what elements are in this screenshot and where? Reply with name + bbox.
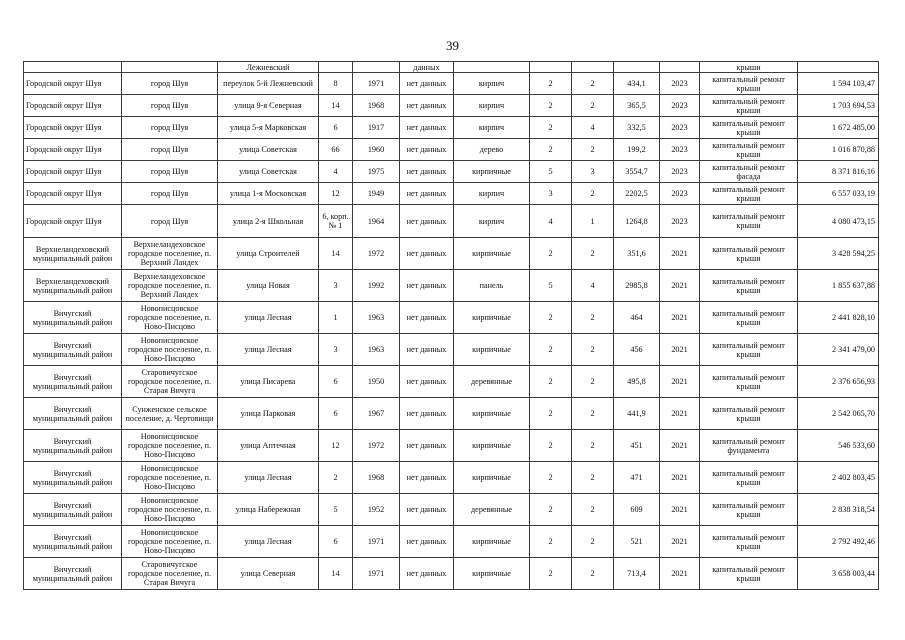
- table-row: [24, 270, 879, 302]
- table-row: [24, 238, 879, 270]
- table-row: [24, 494, 879, 526]
- municipality-cell: Вичугский муниципальный район: [24, 430, 122, 462]
- municipality-cell: Городской округ Шуя: [24, 139, 122, 161]
- commissioning-cell: нет данных: [400, 238, 454, 270]
- construction-year-cell: 1963: [353, 302, 400, 334]
- construction-year-cell: 1967: [353, 398, 400, 430]
- floors-cell: 2: [530, 526, 572, 558]
- settlement-cell: город Шуя: [122, 117, 218, 139]
- settlement-cell: Новописцовское городское поселение, п. Ново-Писцово: [122, 462, 218, 494]
- municipality-cell: Городской округ Шуя: [24, 183, 122, 205]
- house-number-cell: 66: [319, 139, 353, 161]
- commissioning-cell: нет данных: [400, 398, 454, 430]
- street-cell: улица Советская: [218, 139, 319, 161]
- work-type-cell: капитальный ремонт крыши: [700, 95, 798, 117]
- table-row: [24, 117, 879, 139]
- year-cell: 2023: [660, 95, 700, 117]
- commissioning-cell: нет данных: [400, 302, 454, 334]
- floors-cell: 2: [530, 334, 572, 366]
- entrances-cell: 2: [572, 558, 614, 590]
- cost-cell: 3 428 594,25: [798, 238, 879, 270]
- year-cell: 2021: [660, 302, 700, 334]
- cost-cell: [798, 62, 879, 73]
- commissioning-cell: нет данных: [400, 430, 454, 462]
- cost-cell: 2 341 479,00: [798, 334, 879, 366]
- house-number-cell: 8: [319, 73, 353, 95]
- cost-cell: 4 080 473,15: [798, 205, 879, 238]
- street-cell: Лежневский: [218, 62, 319, 73]
- construction-year-cell: 1972: [353, 238, 400, 270]
- table-row: [24, 398, 879, 430]
- year-cell: 2023: [660, 205, 700, 238]
- construction-year-cell: 1971: [353, 526, 400, 558]
- street-cell: улица Писарева: [218, 366, 319, 398]
- work-type-cell: капитальный ремонт крыши: [700, 558, 798, 590]
- entrances-cell: 2: [572, 366, 614, 398]
- area-cell: 451: [614, 430, 660, 462]
- settlement-cell: Верхнеландеховское городское поселение, п. Верхний Ландех: [122, 270, 218, 302]
- entrances-cell: [572, 62, 614, 73]
- house-number-cell: 14: [319, 558, 353, 590]
- settlement-cell: город Шуя: [122, 161, 218, 183]
- area-cell: 434,1: [614, 73, 660, 95]
- street-cell: улица Советская: [218, 161, 319, 183]
- house-number-cell: 14: [319, 238, 353, 270]
- year-cell: 2023: [660, 161, 700, 183]
- work-type-cell: капитальный ремонт крыши: [700, 270, 798, 302]
- entrances-cell: 2: [572, 183, 614, 205]
- work-type-cell: капитальный ремонт крыши: [700, 139, 798, 161]
- work-type-cell: крыши: [700, 62, 798, 73]
- work-type-cell: капитальный ремонт крыши: [700, 117, 798, 139]
- wall-material-cell: кирпичные: [454, 526, 530, 558]
- table-row: [24, 526, 879, 558]
- wall-material-cell: кирпичные: [454, 430, 530, 462]
- table-row: [24, 302, 879, 334]
- construction-year-cell: 1917: [353, 117, 400, 139]
- street-cell: улица Новая: [218, 270, 319, 302]
- wall-material-cell: панель: [454, 270, 530, 302]
- entrances-cell: 1: [572, 205, 614, 238]
- floors-cell: 2: [530, 238, 572, 270]
- table-row: [24, 73, 879, 95]
- area-cell: 351,6: [614, 238, 660, 270]
- house-number-cell: 6: [319, 526, 353, 558]
- construction-year-cell: 1950: [353, 366, 400, 398]
- wall-material-cell: кирпич: [454, 73, 530, 95]
- municipality-cell: Верхнеландеховский муниципальный район: [24, 238, 122, 270]
- year-cell: 2021: [660, 238, 700, 270]
- year-cell: 2021: [660, 558, 700, 590]
- construction-year-cell: 1971: [353, 73, 400, 95]
- floors-cell: 2: [530, 139, 572, 161]
- floors-cell: 5: [530, 270, 572, 302]
- commissioning-cell: нет данных: [400, 95, 454, 117]
- municipality-cell: Вичугский муниципальный район: [24, 462, 122, 494]
- commissioning-cell: нет данных: [400, 558, 454, 590]
- house-number-cell: 4: [319, 161, 353, 183]
- work-type-cell: капитальный ремонт фасада: [700, 161, 798, 183]
- area-cell: 464: [614, 302, 660, 334]
- floors-cell: 2: [530, 302, 572, 334]
- settlement-cell: город Шуя: [122, 139, 218, 161]
- area-cell: 521: [614, 526, 660, 558]
- area-cell: 495,8: [614, 366, 660, 398]
- commissioning-cell: данных: [400, 62, 454, 73]
- table-row: [24, 95, 879, 117]
- municipality-cell: Городской округ Шуя: [24, 205, 122, 238]
- cost-cell: 2 542 065,70: [798, 398, 879, 430]
- commissioning-cell: нет данных: [400, 139, 454, 161]
- area-cell: 441,9: [614, 398, 660, 430]
- commissioning-cell: нет данных: [400, 117, 454, 139]
- wall-material-cell: кирпичные: [454, 334, 530, 366]
- year-cell: 2021: [660, 334, 700, 366]
- area-cell: 609: [614, 494, 660, 526]
- commissioning-cell: нет данных: [400, 183, 454, 205]
- settlement-cell: город Шуя: [122, 205, 218, 238]
- cost-cell: 1 855 637,88: [798, 270, 879, 302]
- settlement-cell: Новописцовское городское поселение, п. Ново-Писцово: [122, 302, 218, 334]
- year-cell: 2021: [660, 526, 700, 558]
- cost-cell: 2 376 656,93: [798, 366, 879, 398]
- settlement-cell: Новописцовское городское поселение, п. Ново-Писцово: [122, 334, 218, 366]
- house-number-cell: 6: [319, 117, 353, 139]
- wall-material-cell: [454, 62, 530, 73]
- area-cell: 3554,7: [614, 161, 660, 183]
- house-number-cell: 5: [319, 494, 353, 526]
- municipality-cell: Городской округ Шуя: [24, 95, 122, 117]
- house-number-cell: [319, 62, 353, 73]
- page-number: 39: [446, 38, 459, 53]
- cost-cell: 3 658 003,44: [798, 558, 879, 590]
- house-number-cell: 14: [319, 95, 353, 117]
- floors-cell: 2: [530, 73, 572, 95]
- area-cell: 713,4: [614, 558, 660, 590]
- work-type-cell: капитальный ремонт крыши: [700, 302, 798, 334]
- house-number-cell: 12: [319, 183, 353, 205]
- floors-cell: 2: [530, 366, 572, 398]
- entrances-cell: 2: [572, 73, 614, 95]
- year-cell: 2023: [660, 73, 700, 95]
- work-type-cell: капитальный ремонт крыши: [700, 183, 798, 205]
- commissioning-cell: нет данных: [400, 161, 454, 183]
- entrances-cell: 2: [572, 430, 614, 462]
- year-cell: [660, 62, 700, 73]
- year-cell: 2021: [660, 430, 700, 462]
- municipality-cell: Вичугский муниципальный район: [24, 398, 122, 430]
- construction-year-cell: 1949: [353, 183, 400, 205]
- commissioning-cell: нет данных: [400, 526, 454, 558]
- street-cell: улица Аптечная: [218, 430, 319, 462]
- area-cell: 1264,8: [614, 205, 660, 238]
- work-type-cell: капитальный ремонт крыши: [700, 366, 798, 398]
- street-cell: улица Лесная: [218, 334, 319, 366]
- construction-year-cell: 1968: [353, 462, 400, 494]
- municipality-cell: Городской округ Шуя: [24, 73, 122, 95]
- table-body: [24, 62, 879, 590]
- cost-cell: 6 557 033,19: [798, 183, 879, 205]
- floors-cell: 4: [530, 205, 572, 238]
- street-cell: улица Набережная: [218, 494, 319, 526]
- municipality-cell: Городской округ Шуя: [24, 117, 122, 139]
- street-cell: улица Лесная: [218, 526, 319, 558]
- commissioning-cell: нет данных: [400, 494, 454, 526]
- table-row: [24, 558, 879, 590]
- house-number-cell: 3: [319, 334, 353, 366]
- entrances-cell: 2: [572, 302, 614, 334]
- entrances-cell: 4: [572, 270, 614, 302]
- commissioning-cell: нет данных: [400, 205, 454, 238]
- floors-cell: 5: [530, 161, 572, 183]
- street-cell: улица Парковая: [218, 398, 319, 430]
- area-cell: 471: [614, 462, 660, 494]
- street-cell: улица 9-я Северная: [218, 95, 319, 117]
- street-cell: улица 5-я Марковская: [218, 117, 319, 139]
- construction-year-cell: 1975: [353, 161, 400, 183]
- work-type-cell: капитальный ремонт крыши: [700, 73, 798, 95]
- cost-cell: 8 371 816,16: [798, 161, 879, 183]
- street-cell: улица Строителей: [218, 238, 319, 270]
- construction-year-cell: [353, 62, 400, 73]
- entrances-cell: 2: [572, 95, 614, 117]
- table-row: [24, 205, 879, 238]
- table-row: [24, 366, 879, 398]
- cost-cell: 2 838 318,54: [798, 494, 879, 526]
- year-cell: 2021: [660, 270, 700, 302]
- settlement-cell: Сунженское сельское поселение, д. Чертовищи: [122, 398, 218, 430]
- table-row: [24, 139, 879, 161]
- area-cell: 332,5: [614, 117, 660, 139]
- commissioning-cell: нет данных: [400, 462, 454, 494]
- table-row: [24, 334, 879, 366]
- cost-cell: 546 533,60: [798, 430, 879, 462]
- municipality-cell: Городской округ Шуя: [24, 161, 122, 183]
- municipality-cell: [24, 62, 122, 73]
- settlement-cell: [122, 62, 218, 73]
- street-cell: улица Северная: [218, 558, 319, 590]
- cost-cell: 1 672 485,00: [798, 117, 879, 139]
- entrances-cell: 3: [572, 161, 614, 183]
- wall-material-cell: кирпичные: [454, 302, 530, 334]
- municipality-cell: Вичугский муниципальный район: [24, 366, 122, 398]
- entrances-cell: 2: [572, 139, 614, 161]
- floors-cell: 2: [530, 558, 572, 590]
- floors-cell: 3: [530, 183, 572, 205]
- wall-material-cell: кирпичные: [454, 462, 530, 494]
- cost-cell: 2 792 492,46: [798, 526, 879, 558]
- construction-year-cell: 1971: [353, 558, 400, 590]
- floors-cell: 2: [530, 398, 572, 430]
- floors-cell: 2: [530, 117, 572, 139]
- municipality-cell: Вичугский муниципальный район: [24, 334, 122, 366]
- work-type-cell: капитальный ремонт крыши: [700, 238, 798, 270]
- construction-year-cell: 1960: [353, 139, 400, 161]
- house-number-cell: 2: [319, 462, 353, 494]
- construction-year-cell: 1963: [353, 334, 400, 366]
- construction-year-cell: 1964: [353, 205, 400, 238]
- street-cell: улица 2-я Школьная: [218, 205, 319, 238]
- year-cell: 2021: [660, 462, 700, 494]
- house-number-cell: 3: [319, 270, 353, 302]
- construction-year-cell: 1968: [353, 95, 400, 117]
- floors-cell: 2: [530, 430, 572, 462]
- cost-cell: 1 594 103,47: [798, 73, 879, 95]
- wall-material-cell: кирпич: [454, 205, 530, 238]
- area-cell: 2985,8: [614, 270, 660, 302]
- house-number-cell: 12: [319, 430, 353, 462]
- municipality-cell: Вичугский муниципальный район: [24, 558, 122, 590]
- house-number-cell: 1: [319, 302, 353, 334]
- settlement-cell: Новописцовское городское поселение, п. Ново-Писцово: [122, 430, 218, 462]
- year-cell: 2023: [660, 139, 700, 161]
- work-type-cell: капитальный ремонт крыши: [700, 526, 798, 558]
- settlement-cell: город Шуя: [122, 95, 218, 117]
- work-type-cell: капитальный ремонт фундамента: [700, 430, 798, 462]
- wall-material-cell: деревянные: [454, 366, 530, 398]
- table-row: [24, 462, 879, 494]
- wall-material-cell: кирпичные: [454, 238, 530, 270]
- municipality-cell: Верхнеландеховский муниципальный район: [24, 270, 122, 302]
- wall-material-cell: кирпичные: [454, 558, 530, 590]
- table-row: [24, 183, 879, 205]
- house-number-cell: 6, корп. № 1: [319, 205, 353, 238]
- municipality-cell: Вичугский муниципальный район: [24, 494, 122, 526]
- floors-cell: 2: [530, 95, 572, 117]
- year-cell: 2021: [660, 398, 700, 430]
- floors-cell: [530, 62, 572, 73]
- year-cell: 2021: [660, 366, 700, 398]
- entrances-cell: 2: [572, 334, 614, 366]
- commissioning-cell: нет данных: [400, 270, 454, 302]
- house-number-cell: 6: [319, 398, 353, 430]
- year-cell: 2023: [660, 117, 700, 139]
- cost-cell: 2 441 828,10: [798, 302, 879, 334]
- cost-cell: 1 703 694,53: [798, 95, 879, 117]
- work-type-cell: капитальный ремонт крыши: [700, 205, 798, 238]
- settlement-cell: Старовичугское городское поселение, п. Старая Вичуга: [122, 366, 218, 398]
- area-cell: 2202,5: [614, 183, 660, 205]
- work-type-cell: капитальный ремонт крыши: [700, 494, 798, 526]
- floors-cell: 2: [530, 494, 572, 526]
- work-type-cell: капитальный ремонт крыши: [700, 334, 798, 366]
- street-cell: улица Лесная: [218, 302, 319, 334]
- settlement-cell: Новописцовское городское поселение, п. Ново-Писцово: [122, 526, 218, 558]
- street-cell: переулок 5-й Лежневский: [218, 73, 319, 95]
- year-cell: 2021: [660, 494, 700, 526]
- wall-material-cell: кирпичные: [454, 398, 530, 430]
- area-cell: 365,5: [614, 95, 660, 117]
- entrances-cell: 2: [572, 494, 614, 526]
- cost-cell: 2 402 803,45: [798, 462, 879, 494]
- commissioning-cell: нет данных: [400, 366, 454, 398]
- construction-year-cell: 1952: [353, 494, 400, 526]
- wall-material-cell: деревянные: [454, 494, 530, 526]
- settlement-cell: Верхнеландеховское городское поселение, п. Верхний Ландех: [122, 238, 218, 270]
- housing-repair-table: [23, 61, 879, 590]
- wall-material-cell: кирпичные: [454, 161, 530, 183]
- street-cell: улица Лесная: [218, 462, 319, 494]
- area-cell: 456: [614, 334, 660, 366]
- wall-material-cell: кирпич: [454, 183, 530, 205]
- municipality-cell: Вичугский муниципальный район: [24, 526, 122, 558]
- settlement-cell: город Шуя: [122, 73, 218, 95]
- wall-material-cell: кирпич: [454, 95, 530, 117]
- construction-year-cell: 1992: [353, 270, 400, 302]
- municipality-cell: Вичугский муниципальный район: [24, 302, 122, 334]
- table-row-continued: [24, 62, 879, 73]
- construction-year-cell: 1972: [353, 430, 400, 462]
- entrances-cell: 2: [572, 238, 614, 270]
- settlement-cell: Новописцовское городское поселение, п. Ново-Писцово: [122, 494, 218, 526]
- area-cell: [614, 62, 660, 73]
- work-type-cell: капитальный ремонт крыши: [700, 462, 798, 494]
- floors-cell: 2: [530, 462, 572, 494]
- wall-material-cell: дерево: [454, 139, 530, 161]
- settlement-cell: Старовичугское городское поселение, п. Старая Вичуга: [122, 558, 218, 590]
- work-type-cell: капитальный ремонт крыши: [700, 398, 798, 430]
- house-number-cell: 6: [319, 366, 353, 398]
- entrances-cell: 2: [572, 462, 614, 494]
- commissioning-cell: нет данных: [400, 334, 454, 366]
- table-row: [24, 161, 879, 183]
- entrances-cell: 4: [572, 117, 614, 139]
- table-row: [24, 430, 879, 462]
- wall-material-cell: кирпич: [454, 117, 530, 139]
- area-cell: 199,2: [614, 139, 660, 161]
- year-cell: 2023: [660, 183, 700, 205]
- street-cell: улица 1-я Московская: [218, 183, 319, 205]
- commissioning-cell: нет данных: [400, 73, 454, 95]
- entrances-cell: 2: [572, 398, 614, 430]
- entrances-cell: 2: [572, 526, 614, 558]
- settlement-cell: город Шуя: [122, 183, 218, 205]
- cost-cell: 1 016 870,88: [798, 139, 879, 161]
